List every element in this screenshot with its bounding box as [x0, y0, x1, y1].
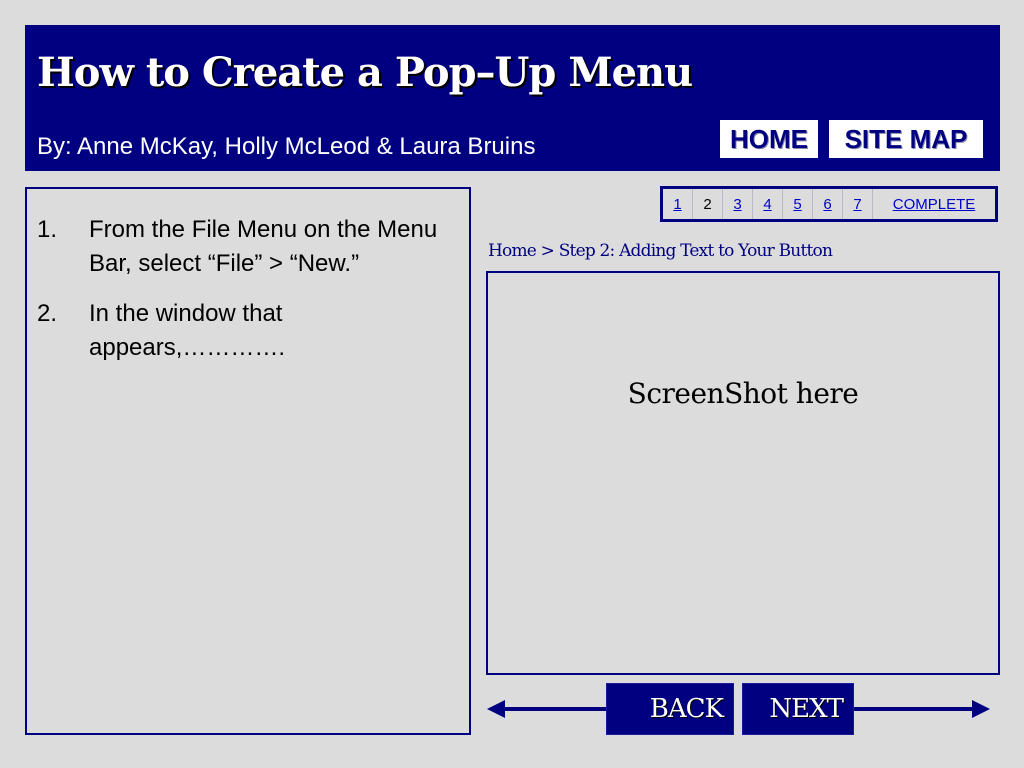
arrow-right-icon [972, 700, 990, 718]
step-text: In the window that appears,…………. [89, 300, 286, 361]
page-link-4[interactable]: 4 [753, 189, 783, 219]
step-text: From the File Menu on the Menu Bar, select “File” > “New.” [89, 216, 438, 277]
site-map-button[interactable]: SITE MAP [827, 118, 985, 160]
step-number: 2. [37, 300, 58, 327]
page-link-1[interactable]: 1 [663, 189, 693, 219]
step-item [37, 213, 449, 281]
page-link-3[interactable]: 3 [723, 189, 753, 219]
back-button[interactable]: BACK [606, 683, 734, 735]
page-link-6[interactable]: 6 [813, 189, 843, 219]
page-link-7[interactable]: 7 [843, 189, 873, 219]
pager-inner [663, 189, 995, 219]
arrow-right-line [850, 707, 976, 711]
instructions-panel [25, 187, 471, 735]
screenshot-placeholder-text: ScreenShot here [627, 377, 859, 410]
header-banner [25, 25, 1000, 171]
step-number: 1. [37, 216, 58, 243]
breadcrumb: Home > Step 2: Adding Text to Your Button [488, 241, 833, 261]
step-pager [660, 186, 998, 222]
complete-link[interactable]: COMPLETE [892, 195, 976, 213]
step-item [37, 297, 449, 365]
steps-list [27, 189, 469, 365]
next-button[interactable]: NEXT [742, 683, 854, 735]
page-title: How to Create a Pop–Up Menu [37, 49, 693, 96]
page-current-2: 2 [693, 189, 723, 219]
screenshot-area [486, 271, 1000, 675]
page-link-5[interactable]: 5 [783, 189, 813, 219]
arrow-left-line [502, 707, 610, 711]
authors-line: By: Anne McKay, Holly McLeod & Laura Bruins [37, 133, 536, 160]
home-button[interactable]: HOME [718, 118, 820, 160]
